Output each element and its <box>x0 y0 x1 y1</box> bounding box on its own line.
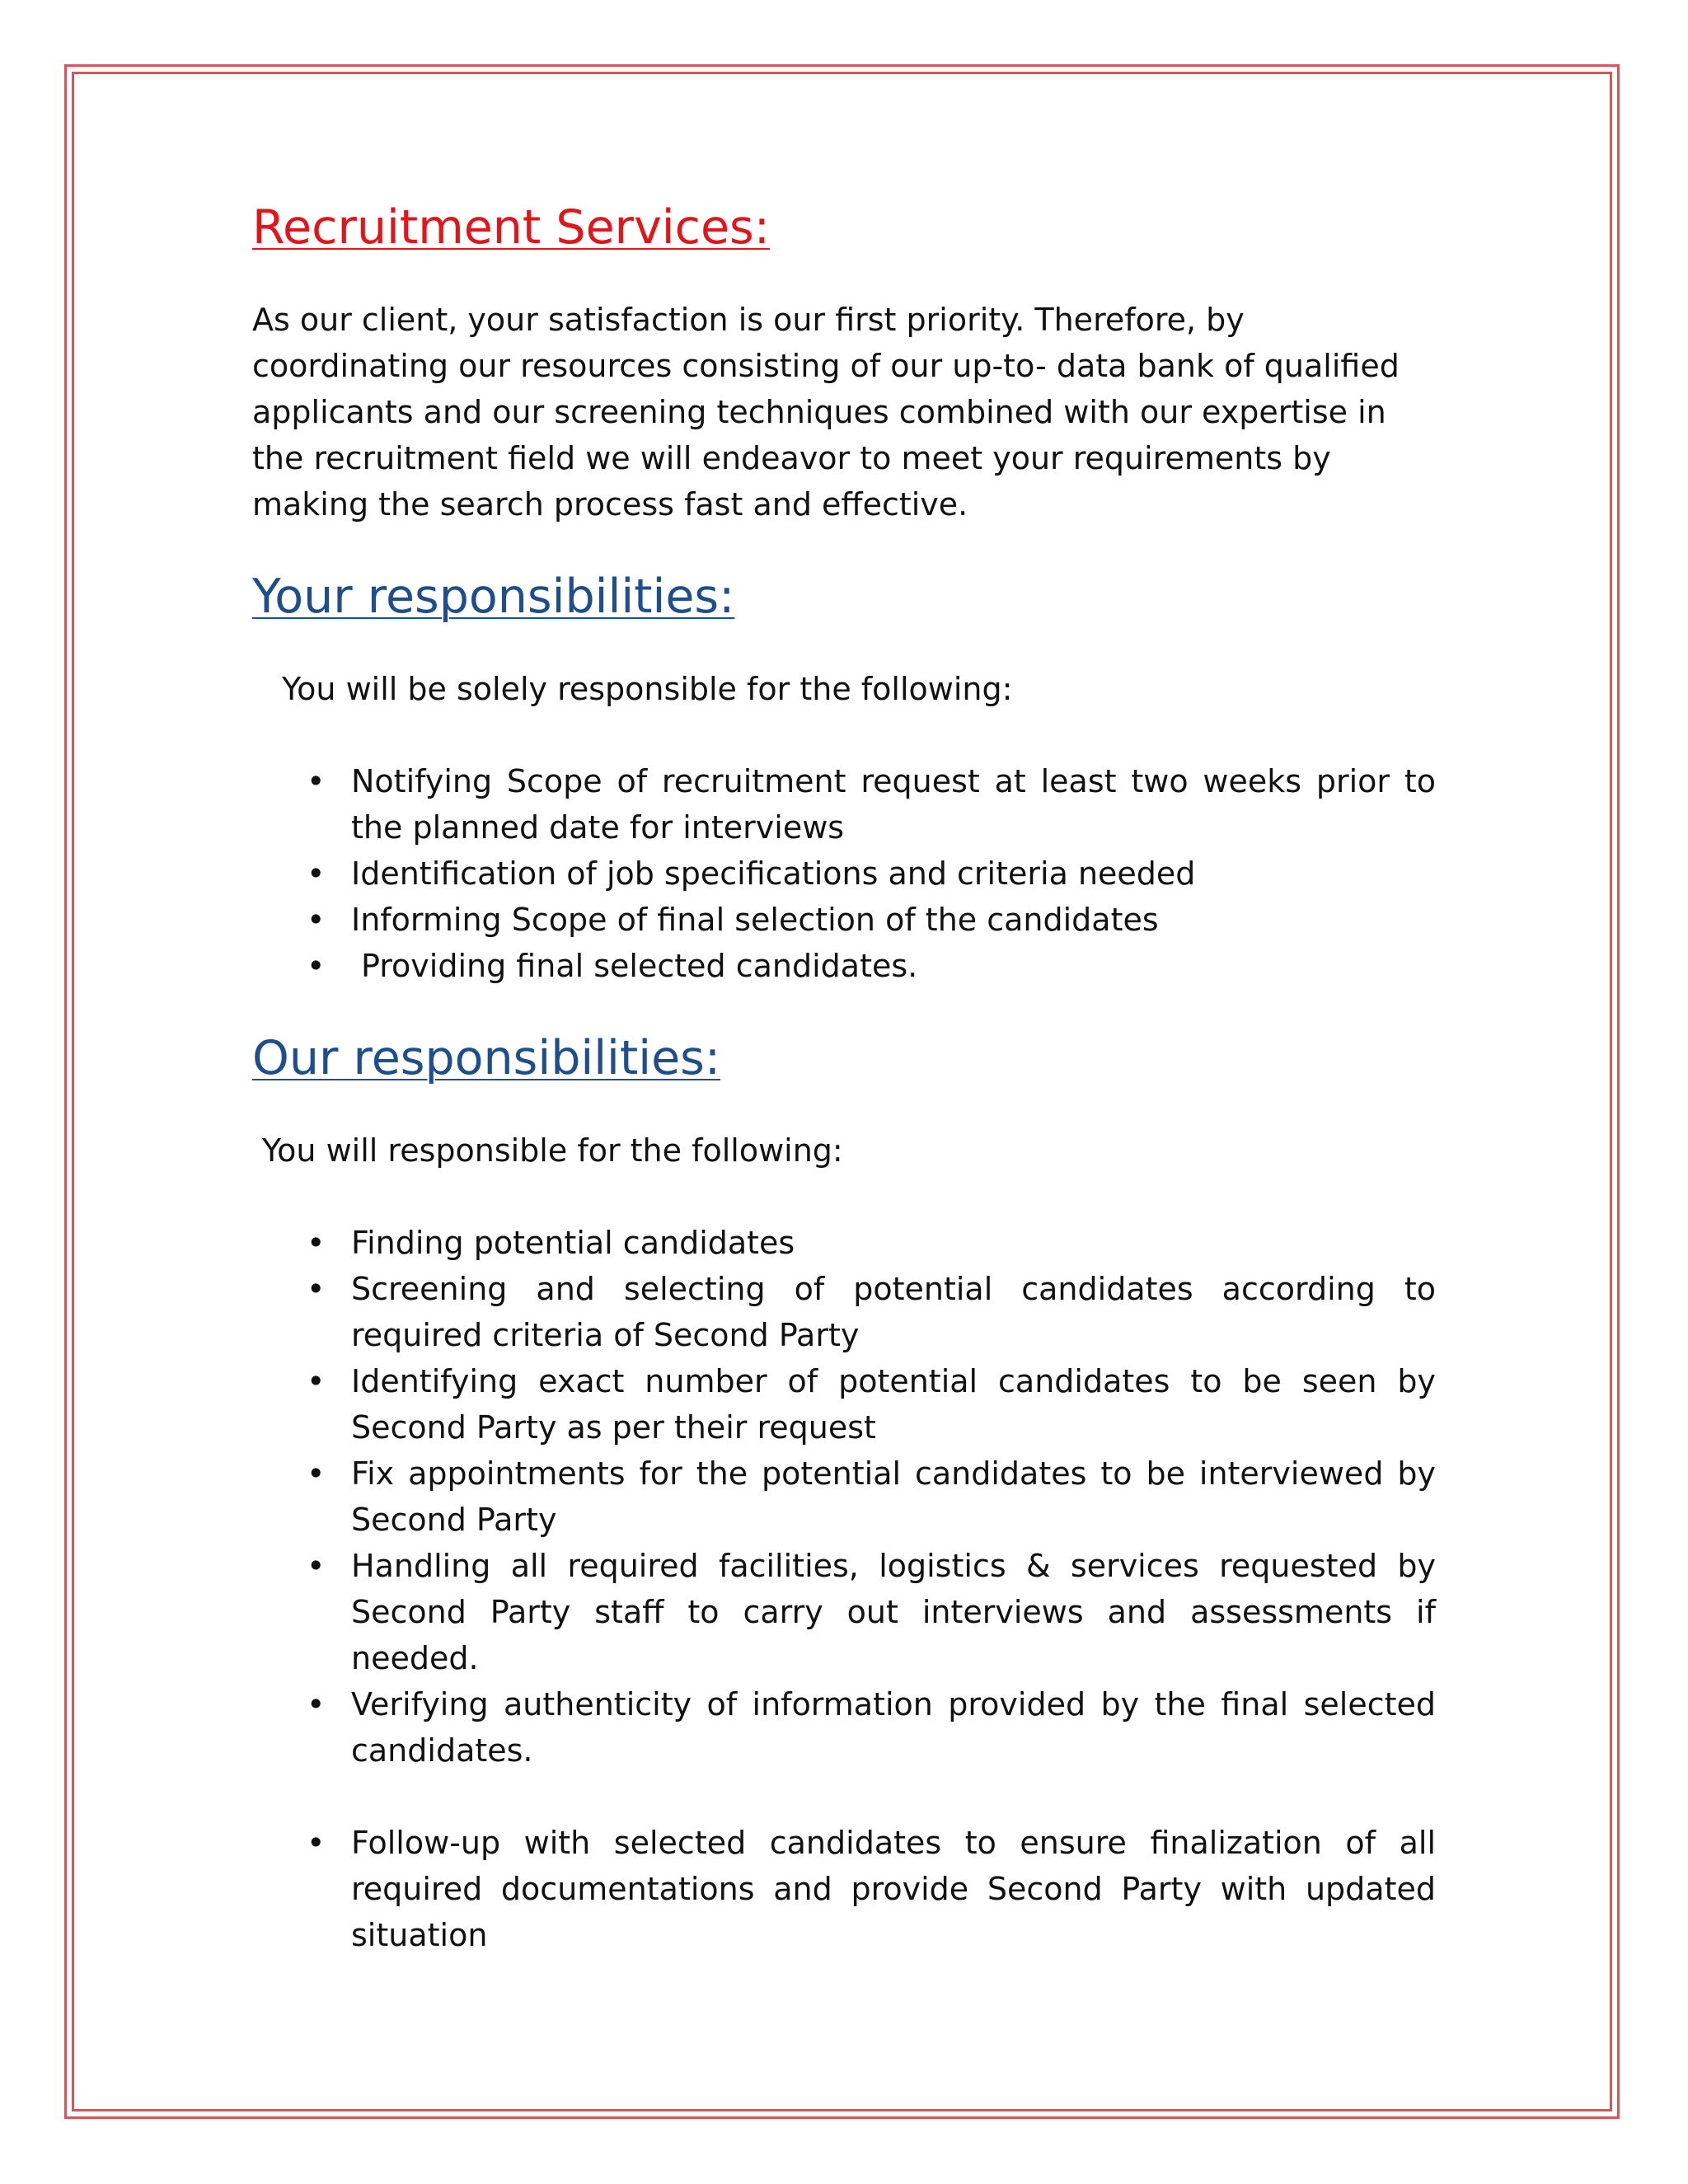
our-responsibilities-list <box>252 1220 1436 1774</box>
list-item: • Finding potential candidates <box>252 1220 1436 1266</box>
our-responsibilities-list-continued <box>252 1820 1436 1958</box>
list-item: • Identification of job specifications and criteria needed <box>252 851 1436 897</box>
list-item: • Follow-up with selected candidates to ensure finalization of all required documentations and provide Second Party with updated situation <box>252 1820 1436 1958</box>
list-item: • Identifying exact number of potential candidates to be seen by Second Party as per their request <box>252 1358 1436 1451</box>
bullet-icon: • <box>307 1455 326 1492</box>
section-heading-our-responsibilities: Our responsibilities: <box>252 1031 721 1085</box>
list-item: • Screening and selecting of potential candidates according to required criteria of Second Party <box>252 1266 1436 1358</box>
bullet-icon: • <box>307 1686 326 1722</box>
bullet-icon: • <box>307 1271 326 1307</box>
your-responsibilities-intro: You will be solely responsible for the following: <box>282 671 1013 707</box>
bullet-icon: • <box>307 1548 326 1584</box>
list-item: • Informing Scope of final selection of the candidates <box>252 897 1436 943</box>
list-item: • Fix appointments for the potential candidates to be interviewed by Second Party <box>252 1451 1436 1543</box>
bullet-icon: • <box>307 1363 326 1399</box>
bullet-icon: • <box>307 902 326 938</box>
bullet-icon: • <box>307 1825 326 1861</box>
document-body <box>252 200 1436 1958</box>
section-heading-recruitment-services: Recruitment Services: <box>252 200 770 255</box>
list-item: • Providing final selected candidates. <box>252 943 1436 989</box>
list-item: • Notifying Scope of recruitment request at least two weeks prior to the planned date for interviews <box>252 758 1436 851</box>
section-paragraph-intro: As our client, your satisfaction is our first priority. Therefore, by coordinating our resources consisting of our up-to- data bank of qualified applicants and our screening techniques combined with our expertise in the recruitment field we will endeavor to meet your requirements by making the search process fast and effective. <box>252 302 1400 523</box>
our-responsibilities-intro: You will responsible for the following: <box>262 1132 843 1169</box>
list-item: • Handling all required facilities, logistics & services requested by Second Party staff to carry out interviews and assessments if needed. <box>252 1543 1436 1681</box>
section-heading-your-responsibilities: Your responsibilities: <box>252 569 735 624</box>
bullet-icon: • <box>307 855 326 892</box>
bullet-icon: • <box>307 1225 326 1261</box>
bullet-icon: • <box>307 948 326 984</box>
bullet-icon: • <box>307 763 326 799</box>
your-responsibilities-list <box>252 758 1436 989</box>
list-item: • Verifying authenticity of information provided by the final selected candidates. <box>252 1681 1436 1774</box>
